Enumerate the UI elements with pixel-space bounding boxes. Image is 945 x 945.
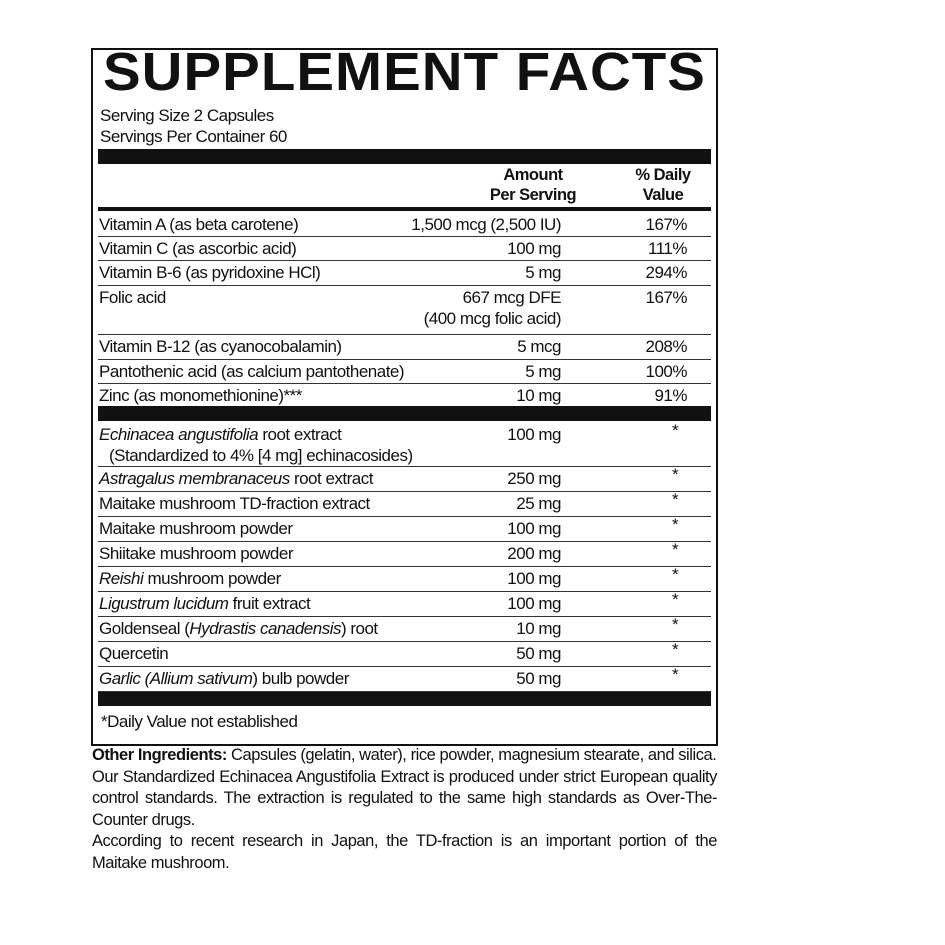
footnote: *Daily Value not established [101,712,298,731]
ingredient-name: Maitake mushroom powder [99,519,293,538]
ingredient-name: Vitamin B-6 (as pyridoxine HCl) [99,263,321,282]
other-ingredients: Other Ingredients: Capsules (gelatin, water), rice powder, magnesium stearate, and silica. [92,746,717,764]
daily-value: * [671,590,679,609]
table-row [98,360,711,384]
amount: 667 mcg DFE (400 mcg folic acid) [423,288,561,328]
ingredient-name: Maitake mushroom TD-fraction extract [99,494,370,513]
amount: 10 mg [516,386,561,405]
daily-value: * [671,515,679,534]
table-row [98,492,711,517]
vitamins-list [98,213,711,407]
amount: 5 mg [525,362,561,381]
amount: 100 mg [507,425,561,444]
ingredient-name: Garlic (Allium sativum) bulb powder [99,669,349,688]
amount-header: Amount Per Serving [489,166,577,204]
amount: 5 mcg [517,337,561,356]
table-row [98,213,711,237]
amount: 50 mg [516,644,561,663]
daily-value-header: % Daily Value [635,166,691,204]
table-row [98,261,711,286]
ingredient-name: Echinacea angustifolia root extract (Standardized to 4% [4 mg] echinacosides) [99,425,413,465]
daily-value: * [671,665,679,684]
ingredient-name: Pantothenic acid (as calcium pantothenate) [99,362,405,381]
divider-thick [98,207,711,211]
amount: 100 mg [507,594,561,613]
amount: 100 mg [507,239,561,258]
daily-value: 111% [648,239,687,258]
amount: 200 mg [507,544,561,563]
supplement-facts-panel [91,42,718,746]
other-ingredients-section [92,745,717,874]
ingredient-note: (Standardized to 4% [4 mg] echinacosides) [109,446,413,465]
herbals-list [98,423,711,692]
table-row [98,667,711,692]
amount: 10 mg [516,619,561,638]
serving-size: Serving Size 2 Capsules [100,106,274,125]
daily-value: * [671,640,679,659]
ingredient-name: Quercetin [99,644,169,663]
ingredient-name: Vitamin B-12 (as cyanocobalamin) [99,337,342,356]
table-row [98,384,711,407]
ingredient-name: Folic acid [99,288,166,307]
table-row [98,335,711,360]
table-row [98,542,711,567]
amount: 250 mg [507,469,561,488]
ingredient-name: Astragalus membranaceus root extract [99,469,373,488]
amount: 5 mg [525,263,561,282]
daily-value: * [671,421,679,440]
servings-per-container: Servings Per Container 60 [100,127,287,146]
daily-value: 294% [645,263,687,282]
ingredient-name: Reishi mushroom powder [99,569,281,588]
daily-value: * [671,465,679,484]
daily-value: 208% [645,337,687,356]
daily-value: 91% [654,386,687,405]
table-row [98,423,711,467]
daily-value: * [671,565,679,584]
daily-value: * [671,540,679,559]
amount: 1,500 mcg (2,500 IU) [411,215,561,234]
amount: 50 mg [516,669,561,688]
table-row [98,567,711,592]
daily-value: 167% [645,288,687,307]
daily-value: * [671,615,679,634]
daily-value: * [671,490,679,509]
table-row [98,517,711,542]
maitake-note: According to recent research in Japan, the TD-fraction is an important portion of the Maitake mushroom. [92,832,717,872]
ingredient-name: Zinc (as monomethionine)*** [99,386,302,405]
amount: 100 mg [507,519,561,538]
panel-title: SUPPLEMENT FACTS [103,42,706,102]
ingredient-name: Shiitake mushroom powder [99,544,293,563]
column-header [98,164,711,206]
echinacea-note: Our Standardized Echinacea Angustifolia Extract is produced under strict European quality control standards. The extraction is regulated to the same high standards as Over-The-Counter drugs. [92,767,717,829]
table-row [98,286,711,335]
ingredient-name: Ligustrum lucidum fruit extract [99,594,311,613]
table-row [98,592,711,617]
table-row [98,642,711,667]
ingredient-name: Goldenseal (Hydrastis canadensis) root [99,619,378,638]
amount: 25 mg [516,494,561,513]
table-row [98,617,711,642]
divider-bar [98,692,711,706]
daily-value: 100% [645,362,687,381]
divider-bar [98,149,711,164]
divider-bar [98,406,711,421]
table-row [98,467,711,492]
ingredient-name: Vitamin C (as ascorbic acid) [99,239,297,258]
daily-value: 167% [645,215,687,234]
table-row [98,237,711,261]
ingredient-name: Vitamin A (as beta carotene) [99,215,299,234]
amount: 100 mg [507,569,561,588]
